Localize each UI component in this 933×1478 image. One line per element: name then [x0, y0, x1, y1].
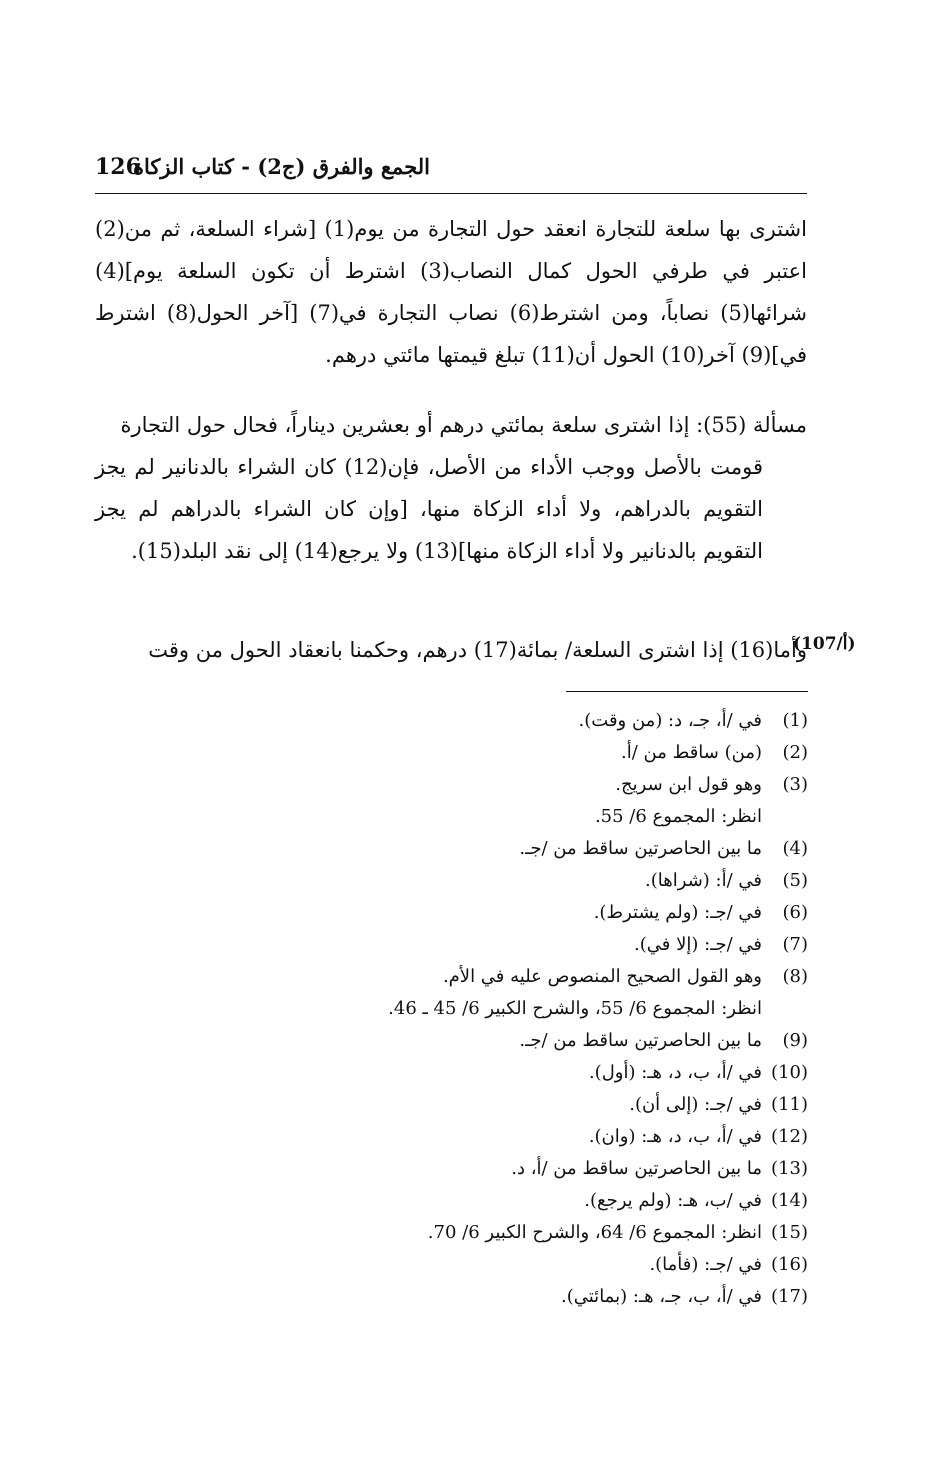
footnote-number: (12) — [771, 1126, 808, 1147]
running-title: الجمع والفرق (ج2) - كتاب الزكاة — [132, 154, 430, 179]
footnote-number: (17) — [771, 1286, 808, 1307]
footnote-line: وهو قول ابن سريج. — [615, 774, 762, 795]
footnote-text: ما بين الحاصرتين ساقط من /أ، د. — [511, 1158, 762, 1179]
footnote-item — [300, 1057, 808, 1089]
footnote-number: (8) — [782, 966, 808, 987]
footnote-number: (6) — [782, 902, 808, 923]
footnote-item — [300, 1249, 808, 1281]
paragraph-1: اشترى بها سلعة للتجارة انعقد حول التجارة من يوم(1) [شراء السلعة، ثم من(2) اعتبر في طرفي الحول كمال النصاب(3) اشترط أن تكون السلعة يوم](4) شرائها(5) نصاباً، ومن اشترط(6) نصاب التجارة في(7) [آخر الحول(8) اشترط في](9) آخر(10) الحول أن(11) تبلغ قيمتها مائتي درهم. — [95, 217, 807, 367]
footnote-number: (9) — [782, 1030, 808, 1051]
footnote-number: (1) — [782, 710, 808, 731]
footnote-number: (16) — [771, 1254, 808, 1275]
footnote-item — [300, 1121, 808, 1153]
footnote-number: (7) — [782, 934, 808, 955]
footnote-continuation: انظر: المجموع 6/ 55. — [594, 806, 762, 827]
footnote-text: في /جـ: (فأما). — [649, 1254, 762, 1275]
footnote-item — [300, 929, 808, 961]
footnote-item — [300, 737, 808, 769]
page-number: 126 — [95, 154, 141, 180]
footnote-text: ما بين الحاصرتين ساقط من /جـ. — [519, 838, 762, 859]
footnote-text: (من) ساقط من /أ. — [621, 742, 762, 763]
header-rule — [95, 193, 807, 194]
footnote-item — [300, 705, 808, 737]
issue-55-first-line: مسألة (55): إذا اشترى سلعة بمائتي درهم أو بعشرين ديناراً، فحال حول التجارة — [120, 413, 807, 437]
manuscript-folio-note: (107/أ) — [793, 634, 856, 654]
page-header — [95, 150, 807, 186]
footnote-text — [300, 769, 762, 833]
footnote-number: (2) — [782, 742, 808, 763]
footnote-text: انظر: المجموع 6/ 64، والشرح الكبير 6/ 70. — [427, 1222, 762, 1243]
footnote-text: ما بين الحاصرتين ساقط من /جـ. — [519, 1030, 762, 1051]
footnote-item — [300, 961, 808, 1025]
footnote-text: في /أ، ب، د، هـ: (أول). — [588, 1062, 762, 1083]
footnote-line: وهو القول الصحيح المنصوص عليه في الأم. — [442, 966, 762, 987]
footnote-item — [300, 897, 808, 929]
footnote-continuation: انظر: المجموع 6/ 55، والشرح الكبير 6/ 45 ـ 46. — [388, 998, 762, 1019]
footnote-item — [300, 1217, 808, 1249]
paragraph-3: وأما(16) إذا اشترى السلعة/ بمائة(17) درهم، وحكمنا بانعقاد الحول من وقت — [148, 638, 807, 662]
footnote-number: (4) — [782, 838, 808, 859]
footnote-number: (5) — [782, 870, 808, 891]
footnote-text: في /جـ: (إلا في). — [634, 934, 762, 955]
footnote-text: في /جـ: (إلى أن). — [629, 1094, 762, 1115]
footnote-text: في /أ، ب، جـ، هـ: (بمائتي). — [561, 1286, 762, 1307]
footnote-number: (15) — [771, 1222, 808, 1243]
footnote-item — [300, 1185, 808, 1217]
footnote-text: في /أ: (شراها). — [645, 870, 762, 891]
footnote-number: (13) — [771, 1158, 808, 1179]
footnote-number: (10) — [771, 1062, 808, 1083]
footnotes — [300, 705, 808, 1313]
footnote-number: (14) — [771, 1190, 808, 1211]
footnote-item — [300, 1153, 808, 1185]
footnote-item — [300, 1281, 808, 1313]
issue-55-continuation: قومت بالأصل ووجب الأداء من الأصل، فإن(12) كان الشراء بالدنانير لم يجز التقويم بالدراهم، ولا أداء الزكاة منها، [وإن كان الشراء بالدراهم لم يجز التقويم بالدنانير ولا أداء الزكاة منها](13) ولا يرجع(14) إلى نقد البلد(15). — [95, 455, 763, 563]
footnote-item — [300, 1089, 808, 1121]
footnote-item — [300, 1025, 808, 1057]
footnote-item — [300, 833, 808, 865]
footnote-text — [300, 961, 762, 1025]
footnote-separator — [566, 691, 808, 692]
footnote-text: في /ب، هـ: (ولم يرجع). — [584, 1190, 762, 1211]
footnote-item — [300, 769, 808, 833]
footnote-number: (3) — [782, 774, 808, 795]
footnote-number: (11) — [771, 1094, 808, 1115]
footnote-item — [300, 865, 808, 897]
footnote-text: في /جـ: (ولم يشترط). — [593, 902, 762, 923]
footnote-text: في /أ، جـ، د: (من وقت). — [578, 710, 762, 731]
footnote-text: في /أ، ب، د، هـ: (وان). — [588, 1126, 762, 1147]
paragraph-issue-55 — [95, 404, 807, 572]
